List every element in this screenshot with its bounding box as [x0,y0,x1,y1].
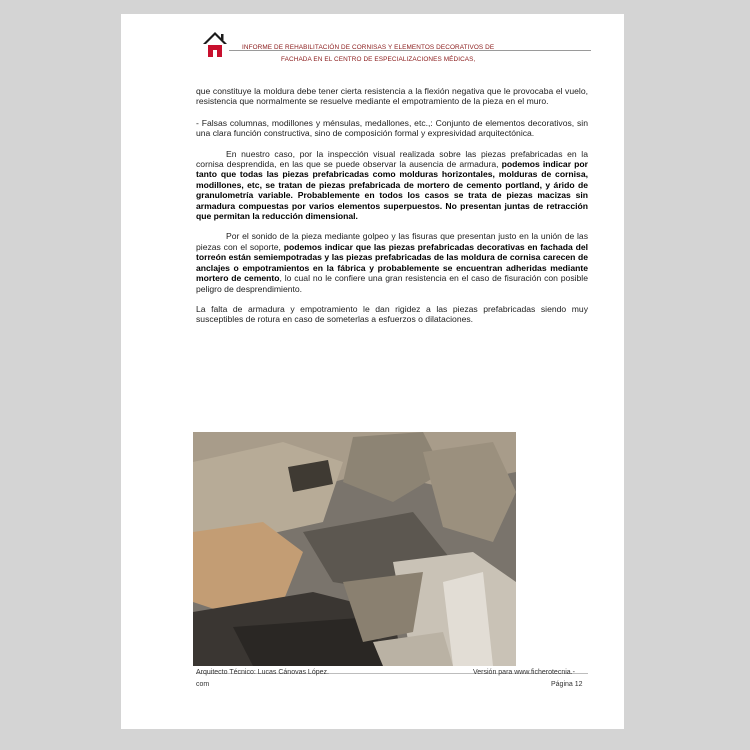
page-number: Página 12 [551,681,583,688]
paragraph-2: - Falsas columnas, modillones y ménsulas, medallones, etc.,: Conjunto de elementos decorativos, sin una clara función constructiva, sino de composición formal y expresividad arquitectónica. [196,117,588,139]
document-page [121,14,624,729]
paragraph-3 [196,149,588,222]
house-logo-icon [202,31,228,59]
paragraph-4-text: Por el sonido de la pieza mediante golpeo y las fisuras que presentan justo en la unión de las piezas con el soporte, [196,231,588,252]
paragraph-3-bold: podemos indicar por tanto que todas las piezas prefabricadas como molduras horizontales, molduras de cornisa, modillones, etc, se tratan de piezas prefabricada de mortero de cemento portland, y árido de granulometría variable. Probablemente en todos los casos se trata de piezas macizas sin armadura compuestas por varios elementos superpuestos. No presentan juntas de retracción que permitan la reducción dimensional. [196,159,588,222]
body-text [196,86,588,325]
paragraph-4-bold: podemos indicar que las piezas prefabricadas decorativas en fachada del torreón están semiempotradas y las piezas prefabricadas de las moldura de cornisa carecen de anclajes o empotramientos en la fábrica y probablemente se encuentran adheridas mediante mortero de cemento [196,241,588,284]
photo-broken-cornice [193,432,516,666]
paragraph-4-text-end: , lo cual no le confiere una gran resistencia en el caso de fisuración con posible peligro de desprendimiento. [196,273,588,294]
footer-author-cont: com [196,681,210,688]
header-title-line2: FACHADA EN EL CENTRO DE ESPECIALIZACIONES MÉDICAS, [281,56,476,63]
footer-author: Arquitecto Técnico: Lucas Cánovas López. [196,669,329,676]
footer-version: Versión para www.ficherotecnia.- [473,669,575,676]
header-title-line1: INFORME DE REHABILITACIÓN DE CORNISAS Y ELEMENTOS DECORATIVOS DE [242,44,495,51]
paragraph-1: que constituye la moldura debe tener cierta resistencia a la flexión negativa que le provocaba el vuelo, resistencia que normalmente se resuelve mediante el empotramiento de la pieza en el muro. [196,86,588,107]
paragraph-3-text: En nuestro caso, por la inspección visual realizada sobre las piezas prefabricadas en la cornisa desprendida, en las que se puede observar la ausencia de armadura, [196,148,588,170]
paragraph-4 [196,231,588,293]
paragraph-5: La falta de armadura y empotramiento le dan rigidez a las piezas prefabricadas siendo muy susceptibles de rotura en caso de someterlas a esfuerzos o dilataciones. [196,303,588,325]
